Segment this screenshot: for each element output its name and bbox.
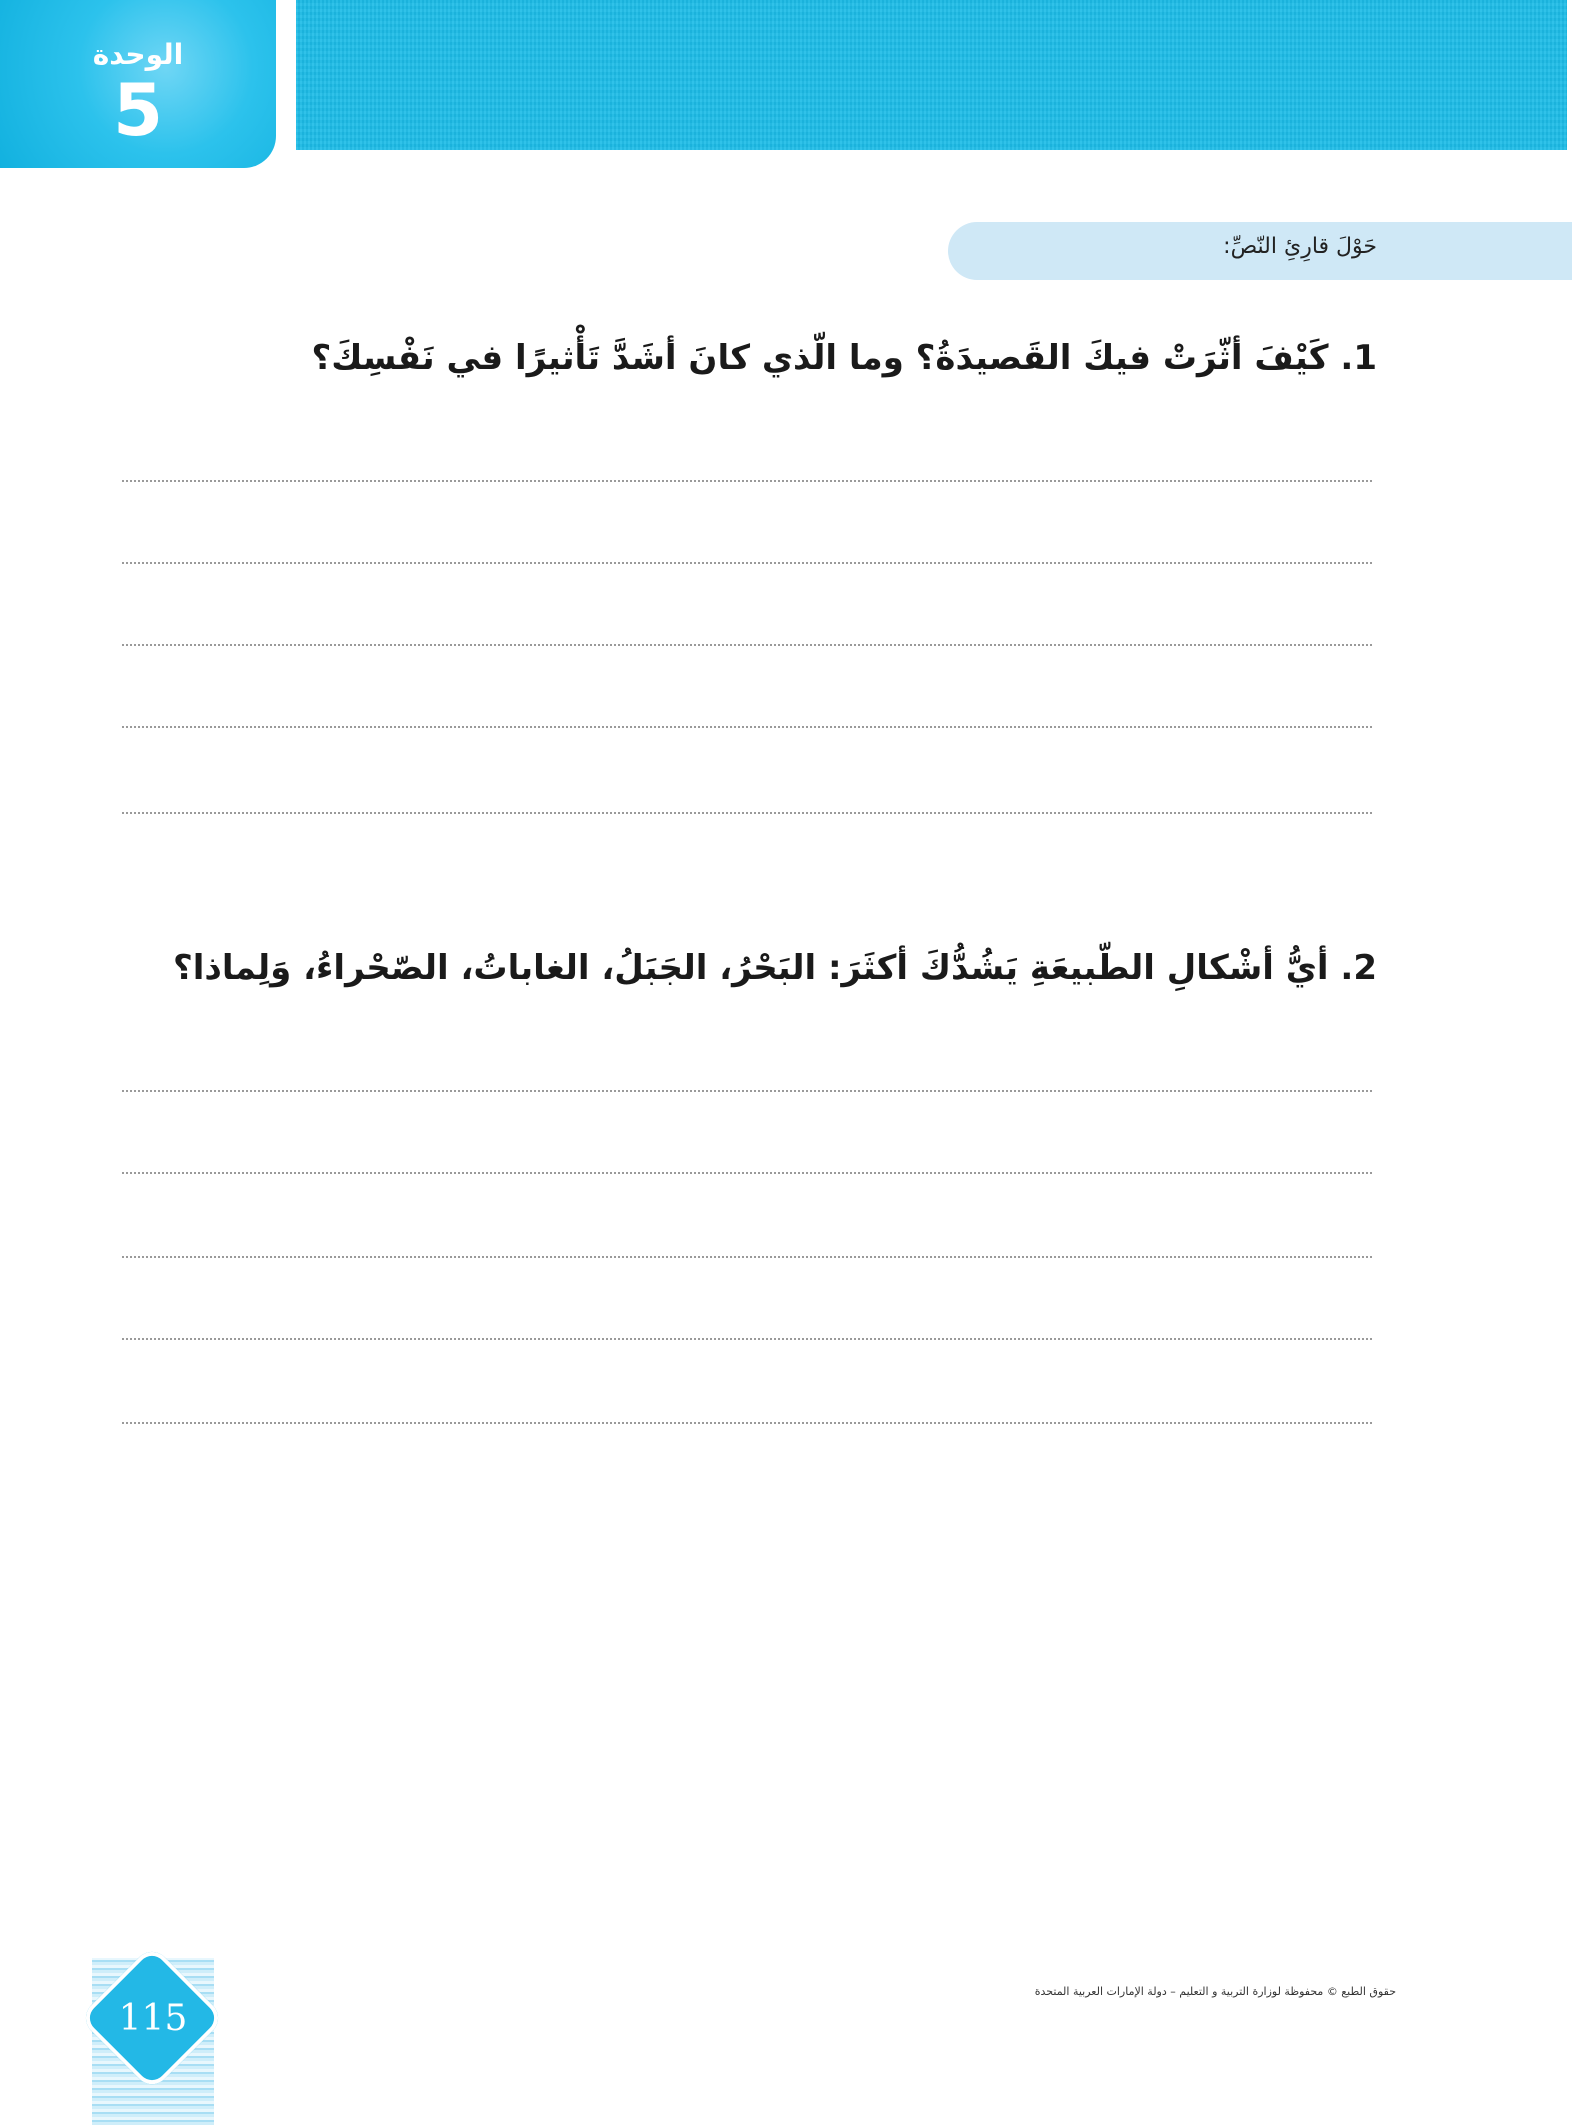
- answer-line[interactable]: [122, 1338, 1372, 1340]
- answer-line[interactable]: [122, 1090, 1372, 1092]
- question-2: 2. أيُّ أشْكالِ الطّبيعَةِ يَشُدُّكَ أكثَرَ: البَحْرُ، الجَبَلُ، الغاباتُ، الصّحْراءُ، وَلِماذا؟: [173, 948, 1377, 988]
- question-1: 1. كَيْفَ أثّرَتْ فيكَ القَصيدَةُ؟ وما الّذي كانَ أشَدَّ تَأْثيرًا في نَفْسِكَ؟: [311, 338, 1377, 378]
- copyright-notice: حقوق الطبع © محفوظة لوزارة التربية و التعليم – دولة الإمارات العربية المتحدة: [1034, 1985, 1396, 1998]
- answer-line[interactable]: [122, 1172, 1372, 1174]
- unit-number: 5: [112, 68, 164, 152]
- answer-line[interactable]: [122, 726, 1372, 728]
- unit-tab: [0, 0, 296, 186]
- answer-line[interactable]: [122, 562, 1372, 564]
- answer-line[interactable]: [122, 812, 1372, 814]
- unit-label: الوحدة: [92, 38, 184, 71]
- answer-line[interactable]: [122, 644, 1372, 646]
- section-title: حَوْلَ قارِئِ النّصِّ:: [1223, 234, 1377, 259]
- answer-line[interactable]: [122, 480, 1372, 482]
- answer-line[interactable]: [122, 1256, 1372, 1258]
- unit-badge: [0, 0, 276, 168]
- page-number: 115: [118, 1998, 188, 2039]
- answer-line[interactable]: [122, 1422, 1372, 1424]
